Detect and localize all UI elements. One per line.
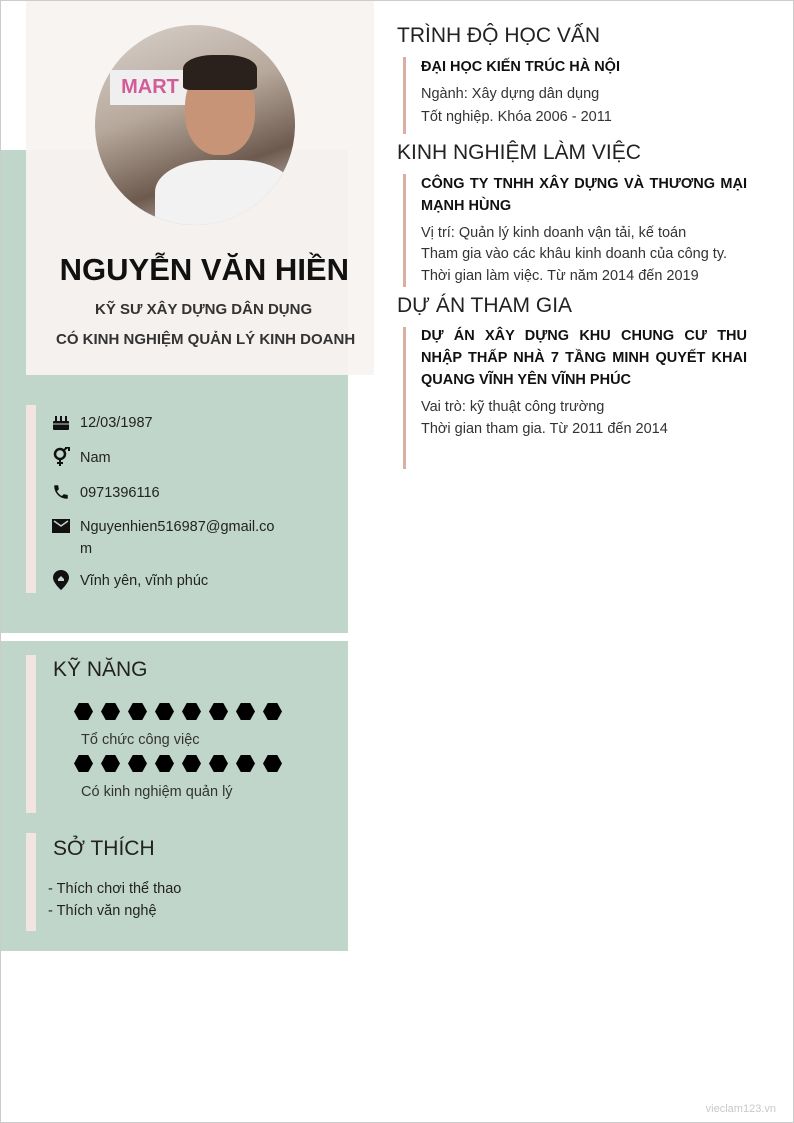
skills-heading: KỸ NĂNG bbox=[53, 658, 148, 681]
skill-label: Tổ chức công việc bbox=[81, 732, 200, 748]
birthday-text: 12/03/1987 bbox=[80, 415, 153, 431]
skill-dot bbox=[182, 703, 201, 720]
photo-background-sign: MART bbox=[110, 70, 190, 105]
projects-heading: DỰ ÁN THAM GIA bbox=[397, 294, 573, 317]
skill-dot bbox=[74, 703, 93, 720]
phone-text: 0971396116 bbox=[80, 485, 160, 501]
contact-accent-bar bbox=[26, 405, 36, 593]
skill-dot bbox=[182, 755, 201, 772]
education-accent-bar bbox=[403, 57, 406, 134]
education-line: Ngành: Xây dựng dân dụng bbox=[421, 86, 600, 102]
project-line: Thời gian tham gia. Từ 2011 đến 2014 bbox=[421, 421, 668, 437]
gender-icon bbox=[51, 447, 71, 467]
hobby-item: - Thích chơi thể thao bbox=[48, 881, 182, 897]
candidate-title: KỸ SƯ XÂY DỰNG DÂN DỤNG bbox=[95, 301, 313, 318]
skill-dot bbox=[236, 755, 255, 772]
skill-dot bbox=[263, 703, 282, 720]
contact-birthday bbox=[51, 412, 280, 434]
email-icon bbox=[51, 516, 71, 536]
cake-icon bbox=[51, 412, 71, 432]
location-icon bbox=[51, 570, 71, 590]
skill-dot bbox=[155, 703, 174, 720]
hobby-item: - Thích văn nghệ bbox=[48, 903, 157, 919]
skill-dot bbox=[128, 703, 147, 720]
candidate-name: NGUYỄN VĂN HIỀN bbox=[59, 252, 349, 287]
education-line: Tốt nghiệp. Khóa 2006 - 2011 bbox=[421, 109, 612, 125]
projects-accent-bar bbox=[403, 327, 406, 469]
contact-address bbox=[51, 570, 280, 592]
project-name: DỰ ÁN XÂY DỰNG KHU CHUNG CƯ THU NHẬP THẤP NHÀ 7 TẦNG MINH QUYẾT KHAI QUANG VĨNH YÊN VĨNH PHÚC bbox=[421, 328, 747, 388]
skill-dot bbox=[155, 755, 174, 772]
experience-accent-bar bbox=[403, 174, 406, 287]
company-name: CÔNG TY TNHH XÂY DỰNG VÀ THƯƠNG MẠI MẠNH HÙNG bbox=[421, 176, 747, 214]
school-name: ĐẠI HỌC KIẾN TRÚC HÀ NỘI bbox=[421, 59, 620, 75]
email-text: Nguyenhien516987@gmail.com bbox=[80, 519, 275, 557]
skill-dot bbox=[74, 755, 93, 772]
skill-dot bbox=[236, 703, 255, 720]
skill-dot bbox=[101, 703, 120, 720]
hobbies-heading: SỞ THÍCH bbox=[53, 837, 155, 860]
avatar bbox=[95, 25, 295, 225]
education-heading: TRÌNH ĐỘ HỌC VẤN bbox=[397, 24, 601, 47]
project-line: Vai trò: kỹ thuật công trường bbox=[421, 399, 605, 415]
skill-rating-1 bbox=[74, 703, 282, 720]
skill-label: Có kinh nghiệm quản lý bbox=[81, 784, 233, 800]
contact-email bbox=[51, 516, 280, 560]
skill-dot bbox=[101, 755, 120, 772]
experience-line: Vị trí: Quản lý kinh doanh vận tải, kế toán bbox=[421, 225, 687, 241]
experience-heading: KINH NGHIỆM LÀM VIỆC bbox=[397, 141, 641, 164]
phone-icon bbox=[51, 482, 71, 502]
skill-dot bbox=[209, 703, 228, 720]
skill-dot bbox=[128, 755, 147, 772]
photo-shirt bbox=[155, 160, 295, 225]
contact-gender bbox=[51, 447, 280, 469]
skill-dot bbox=[209, 755, 228, 772]
gender-text: Nam bbox=[80, 450, 111, 466]
photo-hair bbox=[183, 55, 257, 90]
hobbies-accent-bar bbox=[26, 833, 36, 931]
contact-phone bbox=[51, 482, 280, 504]
skill-rating-2 bbox=[74, 755, 282, 772]
watermark: vieclam123.vn bbox=[705, 1103, 776, 1115]
skills-accent-bar bbox=[26, 655, 36, 813]
experience-line: Thời gian làm việc. Từ năm 2014 đến 2019 bbox=[421, 268, 699, 284]
experience-line: Tham gia vào các khâu kinh doanh của công ty. bbox=[421, 246, 728, 262]
address-text: Vĩnh yên, vĩnh phúc bbox=[80, 573, 209, 589]
skill-dot bbox=[263, 755, 282, 772]
candidate-subtitle: CÓ KINH NGHIỆM QUẢN LÝ KINH DOANH bbox=[56, 331, 356, 348]
